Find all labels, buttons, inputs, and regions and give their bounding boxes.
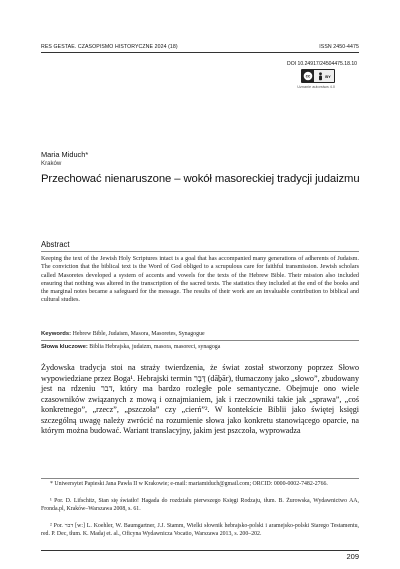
abstract-heading: Abstract [41, 240, 70, 249]
keywords-line [41, 331, 359, 337]
journal-name: RES GESTAE. CZASOPISMO HISTORYCZNE 2024 (18) [41, 44, 178, 50]
abstract-text: Keeping the text of the Jewish Holy Scriptures intact is a goal that has accompanied many generations of adherents of Judaism. The conviction that the biblical text is the Word of God obliged to a scrupulous care for faithful transmission. Jewish scholars called Masoretes developed a system of accents and vowels for the texts of the Hebrew Bible. Their mission also included ensuring that nothing was altered in the transcription of the sacred texts. The statistics they included at the end of the books and the marginal notes became a safeguard for the message. The results of their work are an invaluable contribution to biblical and cultural studies. [41, 256, 359, 304]
article-title: Przechować nienaruszone – wokół masoreckiej tradycji judaizmu [41, 173, 360, 185]
cc-license-badge[interactable] [301, 69, 335, 83]
doi-link[interactable]: DOI 10.24917/24504475.18.10 [287, 61, 357, 67]
body-paragraph: Żydowska tradycja stoi na straży twierdzenia, że świat został stworzony poprzez Słowo wypowiedziane przez Boga¹. Hebrajski termin דָּבָר (dāḇār), tłumaczony jako „słowo”, zbudowany jest na rdzeniu דבר, który ma bardzo rozległe pole semantyczne. Obejmuje ono wiele czasowników związanych z mową i oznajmianiem, jak i rzeczowniki takie jak „sprawa”, „coś konkretnego”, „rzecz”, „pszczoła” czy „cierń”². W kontekście Biblii jako świętej księgi szczególną uwagę należy zwrócić na rozumienie słowa jako konkretu stanowiącego oparcie, na którym można budować. Wariant translacyjny, jakim jest pszczoła, wyprowadza [41, 363, 359, 435]
footnote-1: ¹ Por. D. Lifschitz, Stan się światło! Hagada do rozdziału pierwszego Księgi Rodzaju, tłum. B. Żurowska, Wydawnictwo AA, Fronda.pl, Kraków–Warszawa 2008, s. 61. [41, 498, 359, 512]
author-affiliation: Kraków [41, 160, 62, 167]
cc-by-label: BY [325, 73, 331, 79]
keywords-value: Hebrew Bible, Judaism, Masora, Masoretes, Synagogue [72, 331, 205, 337]
abstract-rule [41, 251, 359, 252]
author-name: Maria Miduch* [41, 150, 89, 159]
slowa-kluczowe-value: Biblia Hebrajska, judaizm, masora, masoreci, synagoga [89, 344, 221, 350]
footer-rule [41, 550, 359, 551]
footnote-rule [41, 478, 359, 479]
slowa-kluczowe-label: Słowa kluczowe: [41, 344, 88, 350]
issn: ISSN 2450-4475 [319, 44, 359, 50]
license-text: Uznanie autorstwa 4.0 [297, 85, 335, 89]
footnote-2: ² Por. דבר [w:] L. Koehler, W. Baumgartner, J.J. Stamm, Wielki słownik hebrajsko-polski i aramejsko-polski Starego Testamentu, red. P. Dec, tłum. K. Madaj et. al., Oficyna Wydawnicza Vocatio, Warszawa 2013, s. 200–202. [41, 523, 359, 537]
cc-icon [302, 70, 314, 82]
svg-text:cc: cc [305, 73, 311, 79]
cc-by-icon [314, 72, 334, 81]
running-header [41, 44, 359, 50]
keywords-rule [41, 340, 359, 341]
footnote-author: * Uniwersytet Papieski Jana Pawła II w Krakowie; e-mail: mariamiduch@gmail.com; ORCID: 0000-0002-7482-2766. [50, 481, 328, 487]
keywords-label: Keywords: [41, 331, 72, 337]
slowa-kluczowe-line [41, 344, 359, 350]
header-rule [41, 52, 359, 53]
page-number: 209 [346, 552, 359, 561]
